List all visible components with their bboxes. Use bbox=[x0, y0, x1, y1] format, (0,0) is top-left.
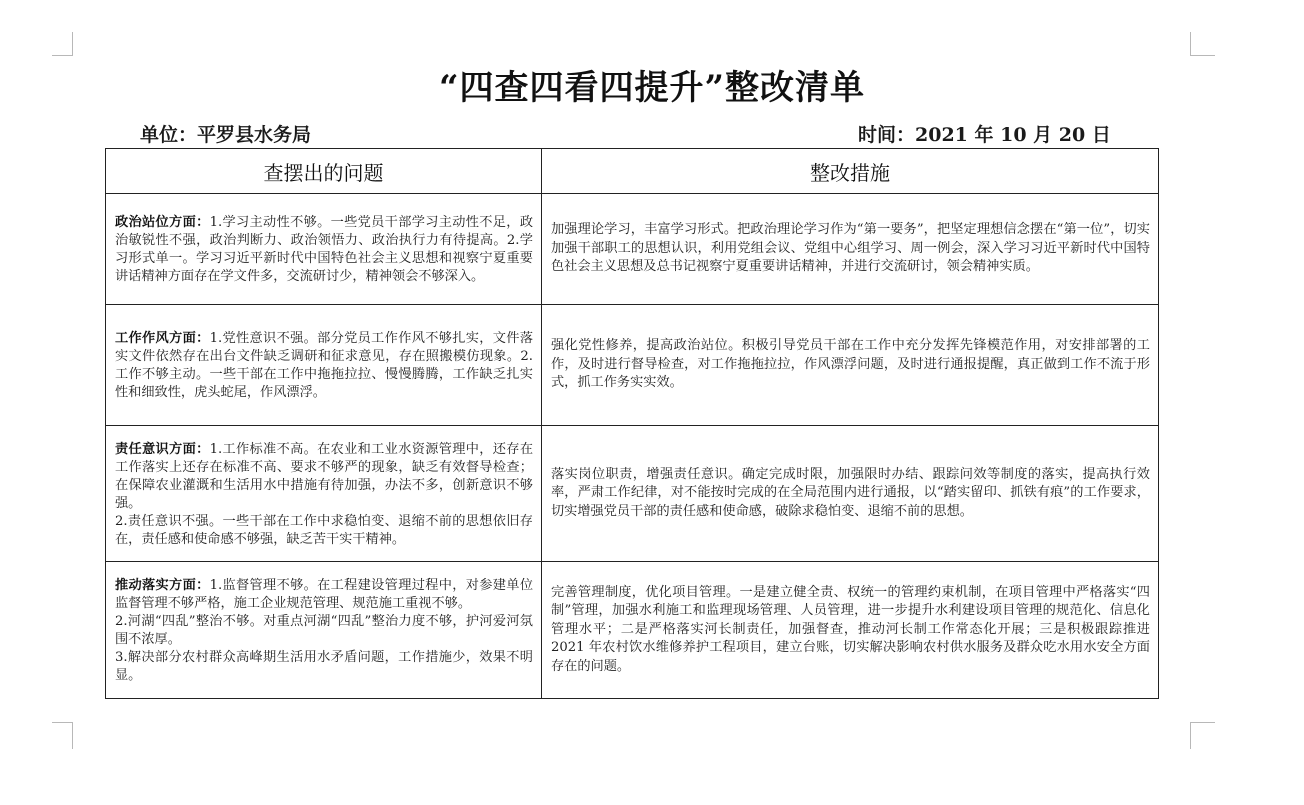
problem-category: 政治站位方面： bbox=[115, 215, 210, 230]
problem-text: 2.河湖“四乱”整治不够。对重点河湖“四乱”整治力度不够，护河爱河氛围不浓厚。 bbox=[115, 614, 533, 647]
crop-mark-top-left bbox=[52, 32, 73, 56]
problem-text: 2.责任意识不强。一些干部在工作中求稳怕变、退缩不前的思想依旧存在，责任感和使命感不够强，缺乏苦干实干精神。 bbox=[115, 513, 533, 547]
problem-category: 责任意识方面： bbox=[115, 441, 210, 457]
header-measures: 整改措施 bbox=[542, 149, 1159, 194]
problem-category: 推动落实方面： bbox=[115, 578, 210, 593]
crop-mark-bottom-right bbox=[1190, 722, 1215, 749]
problem-text: 1.学习主动性不够。一些党员干部学习主动性不足，政治敏锐性不强，政治判断力、政治领悟力、政治执行力有待提高。2.学习形式单一。学习习近平新时代中国特色社会主义思想和视察宁夏重要讲话精神方面存在学文件多，交流研讨少，精神领会不够深入。 bbox=[115, 215, 534, 284]
table-row bbox=[106, 194, 1159, 305]
problem-text: 1.工作标准不高。在农业和工业水资源管理中，还存在工作落实上还存在标准不高、要求不够严的现象，缺乏有效督导检查；在保障农业灌溉和生活用水中措施有待加强，办法不多，创新意识不够强。 bbox=[115, 441, 534, 511]
table-row bbox=[106, 562, 1159, 699]
problem-cell bbox=[106, 562, 542, 699]
problem-text: 3.解决部分农村群众高峰期生活用水矛盾问题，工作措施少，效果不明显。 bbox=[115, 650, 533, 683]
measure-cell: 落实岗位职责，增强责任意识。确定完成时限，加强限时办结、跟踪问效等制度的落实，提高执行效率，严肃工作纪律，对不能按时完成的在全局范围内进行通报，以“踏实留印、抓铁有痕”的工作要求，切实增强党员干部的责任感和使命感，破除求稳怕变、退缩不前的思想。 bbox=[542, 426, 1159, 562]
problem-text: 1.党性意识不强。部分党员工作作风不够扎实，文件落实文件依然存在出台文件缺乏调研和征求意见，存在照搬模仿现象。2.工作不够主动。一些干部在工作中拖拖拉拉、慢慢腾腾，工作缺乏扎实性和细致性，虎头蛇尾，作风漂浮。 bbox=[115, 331, 534, 400]
measure-cell: 强化党性修养，提高政治站位。积极引导党员干部在工作中充分发挥先锋模范作用，对安排部署的工作，及时进行督导检查，对工作拖拖拉拉，作风漂浮问题，及时进行通报提醒，真正做到工作不流于形式，抓工作务实实效。 bbox=[542, 305, 1159, 426]
problem-text: 1.监督管理不够。在工程建设管理过程中，对参建单位监督管理不够严格，施工企业规范管理、规范施工重视不够。 bbox=[115, 578, 534, 611]
table-row bbox=[106, 305, 1159, 426]
problem-cell bbox=[106, 426, 542, 562]
measure-cell: 完善管理制度，优化项目管理。一是建立健全责、权统一的管理约束机制，在项目管理中严格落实“四制”管理，加强水利施工和监理现场管理、人员管理，进一步提升水利建设项目管理的规范化、信息化管理水平；二是严格落实河长制责任，加强督查，推动河长制工作常态化开展；三是积极跟踪推进 2021 年农村饮水维修养护工程项目，建立台账，切实解决影响农村供水服务及群众吃水用水安全方面存在的问题。 bbox=[542, 562, 1159, 699]
unit-label: 单位：平罗县水务局 bbox=[140, 124, 312, 146]
table-header-row bbox=[106, 149, 1159, 194]
rectification-table bbox=[105, 148, 1159, 699]
table-row bbox=[106, 426, 1159, 562]
crop-mark-bottom-left bbox=[52, 722, 73, 749]
date-label: 时间：2021 年 10 月 20 日 bbox=[858, 124, 1111, 146]
problem-cell bbox=[106, 305, 542, 426]
header-problems: 查摆出的问题 bbox=[106, 149, 542, 194]
document-title: “四查四看四提升”整改清单 bbox=[438, 68, 866, 108]
problem-category: 工作作风方面： bbox=[115, 331, 210, 346]
measure-cell: 加强理论学习，丰富学习形式。把政治理论学习作为“第一要务”，把坚定理想信念摆在“第一位”，切实加强干部职工的思想认识，利用党组会议、党组中心组学习、周一例会，深入学习习近平新时代中国特色社会主义思想及总书记视察宁夏重要讲话精神，并进行交流研讨，领会精神实质。 bbox=[542, 194, 1159, 305]
crop-mark-top-right bbox=[1190, 32, 1215, 56]
problem-cell bbox=[106, 194, 542, 305]
